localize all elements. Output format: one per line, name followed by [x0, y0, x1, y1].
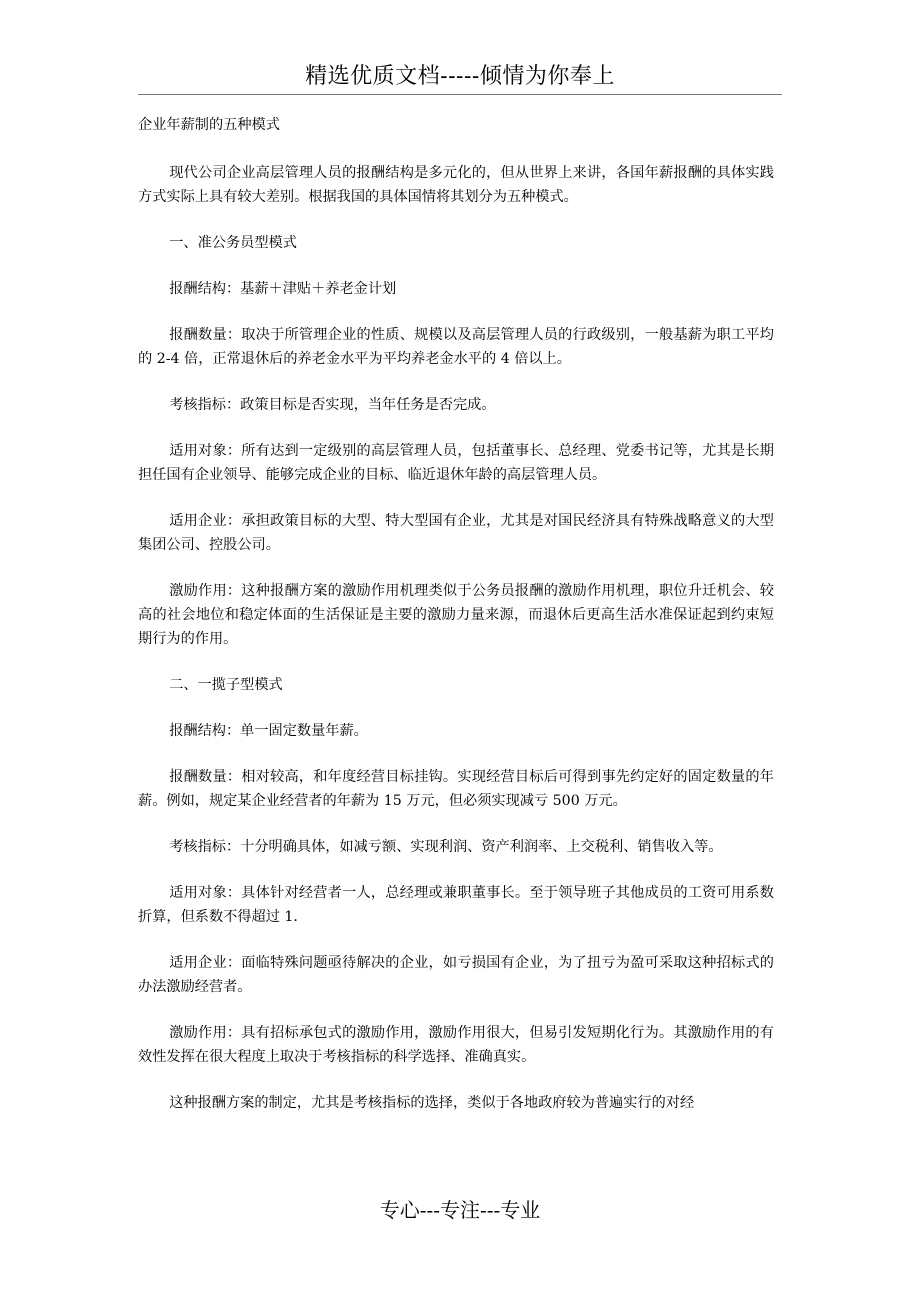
paragraph: 考核指标：十分明确具体，如减亏额、实现利润、资产利润率、上交税利、销售收入等。	[169, 839, 723, 855]
paragraph: 适用企业：承担政策目标的大型、特大型国有企业，尤其是对国民经济具有特殊战略意义的大型集团公司、控股公司。	[138, 513, 774, 553]
paragraph: 适用企业：面临特殊问题亟待解决的企业，如亏损国有企业，为了扭亏为盈可采取这种招标式的办法激励经营者。	[138, 955, 774, 995]
paragraph: 报酬结构：基薪＋津贴＋养老金计划	[169, 281, 397, 297]
paragraph: 激励作用：具有招标承包式的激励作用，激励作用很大，但易引发短期化行为。其激励作用的有效性发挥在很大程度上取决于考核指标的科学选择、准确真实。	[138, 1025, 774, 1065]
page-footer: 专心---专注---专业	[379, 1198, 541, 1222]
paragraph: 报酬结构：单一固定数量年薪。	[169, 723, 368, 739]
paragraph: 报酬数量：取决于所管理企业的性质、规模以及高层管理人员的行政级别，一般基薪为职工平均的 2-4 倍，正常退休后的养老金水平为平均养老金水平的 4 倍以上。	[138, 327, 774, 367]
intro-paragraph: 现代公司企业高层管理人员的报酬结构是多元化的，但从世界上来讲，各国年薪报酬的具体实践方式实际上具有较大差别。根据我国的具体国情将其划分为五种模式。	[138, 165, 774, 205]
document-title: 企业年薪制的五种模式	[138, 117, 280, 133]
paragraph: 报酬数量：相对较高，和年度经营目标挂钩。实现经营目标后可得到事先约定好的固定数量的年薪。例如，规定某企业经营者的年薪为 15 万元，但必须实现减亏 500 万元。	[138, 769, 774, 809]
page-header: 精选优质文档-----倾情为你奉上	[138, 62, 782, 95]
paragraph: 激励作用：这种报酬方案的激励作用机理类似于公务员报酬的激励作用机理，职位升迁机会、较高的社会地位和稳定体面的生活保证是主要的激励力量来源，而退休后更高生活水准保证起到约束短期行为的作用。	[138, 583, 774, 647]
paragraph: 考核指标：政策目标是否实现，当年任务是否完成。	[169, 397, 496, 413]
paragraph: 适用对象：具体针对经营者一人，总经理或兼职董事长。至于领导班子其他成员的工资可用系数折算，但系数不得超过 1.	[138, 885, 774, 925]
paragraph: 这种报酬方案的制定，尤其是考核指标的选择，类似于各地政府较为普遍实行的对经	[169, 1095, 695, 1111]
section-heading-1: 一、准公务员型模式	[169, 235, 297, 251]
section-heading-2: 二、一揽子型模式	[169, 677, 283, 693]
paragraph: 适用对象：所有达到一定级别的高层管理人员，包括董事长、总经理、党委书记等，尤其是长期担任国有企业领导、能够完成企业的目标、临近退休年龄的高层管理人员。	[138, 443, 774, 483]
document-body	[138, 113, 774, 1137]
